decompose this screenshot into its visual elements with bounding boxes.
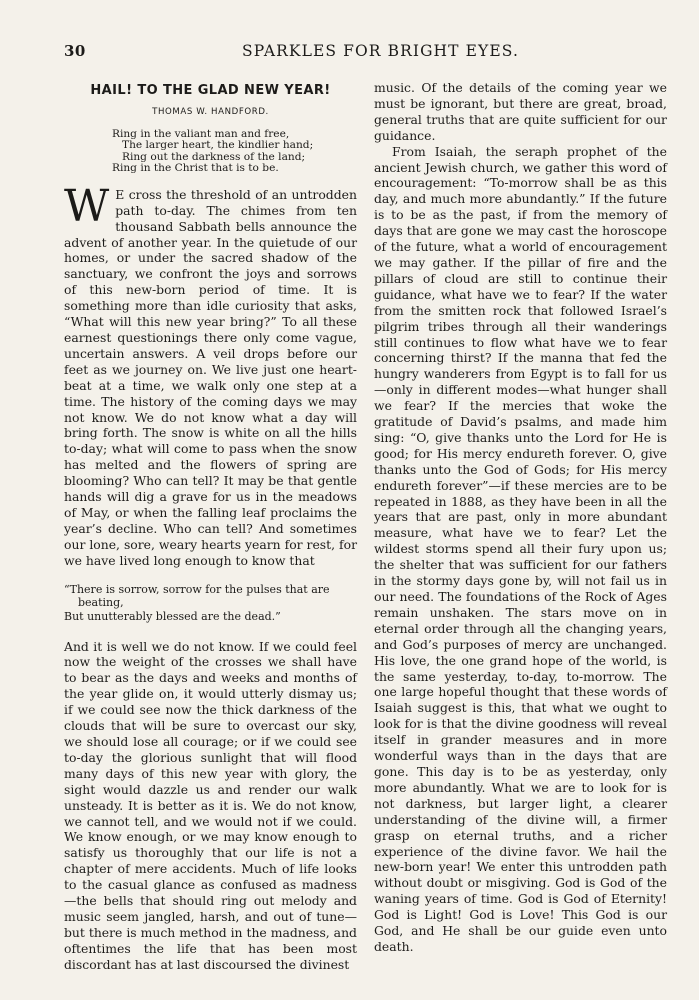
paragraph-continued: music. Of the details of the coming year we must be ignorant, but there are great, broad, general truths that are quite sufficient for our guidance.: [374, 80, 667, 143]
quote-line: beating,: [78, 595, 124, 609]
epigraph-line: Ring in the valiant man and free,: [112, 127, 290, 140]
epigraph: [112, 129, 357, 175]
paragraph: And it is well we do not know. If we could feel now the weight of the crosses we shall have to bear as the days and weeks and months of the year glide on, it would utterly dismay us; if we could see now the thick darkness of the clouds that will be sure to overcast our sky, we should lose all courage; or if we could see to-day the glorious sunlight that will flood many days of this new year with glory, the sight would dazzle us and render our walk unsteady. It is better as it is. We do not know, we cannot tell, and we would not if we could. We know enough, or we may know enough to satisfy us thoroughly that our life is not a chapter of mere accidents. Much of life looks to the casual glance as confused as madness—the bells that should ring out melody and music seem jangled, harsh, and out of tune—but there is much method in the madness, and oftentimes the life that has been most discordant has at last discoursed the divinest: [64, 638, 357, 972]
quote-line: But unutterably blessed are the dead.”: [64, 609, 281, 623]
paragraph-opening: [64, 180, 357, 569]
paragraph: From Isaiah, the seraph prophet of the ancient Jewish church, we gather this word of encouragement: “To-morrow shall be as this day, and much more abundantly.” If the future is to be as the past, if from the memory of days that are gone we may cast the horoscope of the future, what a world of encouragement we may gather. If the pillar of fire and the pillars of cloud are still to continue their guidance, what have we to fear? If the water from the smitten rock that followed Israel’s pilgrim tribes through all their wanderings still continues to flow what have we to fear concerning thirst? If the manna that fed the hungry wanderers from Egypt is to fall for us—only in different modes—what hunger shall we fear? If the mercies that woke the gratitude of David’s psalms, and made him sing: “O, give thanks unto the Lord for He is good; for His mercy endureth forever. O, give thanks unto the God of Gods; for His mercy endureth forever”—if these mercies are to be repeated in 1888, as they have been in all the years that are past, only in more abundant measure, what have we to fear? Let the wildest storms spend all their fury upon us; the shelter that was sufficient for our fathers in the stormy days gone by, will not fail us in our need. The foundations of the Rock of Ages remain unshaken. The stars move on in eternal order through all the changing years, and God’s purposes of mercy are unchanged. His love, the one grand hope of the world, is the same yesterday, to-day, to-morrow. The one large hopeful thought that these words of Isaiah suggest is this, that what we ought to look for is that the divine goodness will reveal itself in grander measures and in more wonderful ways than in the days that are gone. This day is to be as yesterday, only more abundantly. What we are to look for is not darkness, but larger light, a clearer understanding of the divine will, a firmer grasp on eternal truths, and a richer experience of the divine favor. We hail the new-born year! We enter this untrodden path without doubt or misgiving. God is God of the waning years of time. God is God of Eternity! God is Light! God is Love! This God is our God, and He shall be our guide even unto death.: [374, 143, 667, 954]
page-header: [64, 42, 654, 68]
right-column: [374, 80, 667, 955]
page-number: 30: [64, 42, 86, 60]
epigraph-line: The larger heart, the kindlier hand;: [122, 139, 314, 152]
paragraph-text: E cross the threshold of an untrodden path to-day. The chimes from ten thousand Sabbath bells announce the advent of another year. In the quietude of our homes, or under the sacred shadow of the sanctuary, we confront the joys and sorrows of this new-born period of time. It is something more than idle curiosity that asks, “What will this new year bring?” To all these earnest questionings there only come vague, uncertain answers. A veil drops before our feet as we journey on. We live just one heart-beat at a time, we walk only one step at a time. The history of the coming days we may not know. We do not know what a day will bring forth. The snow is white on all the hills to-day; what will come to pass when the snow has melted and the flowers of spring are blooming? Who can tell? It may be that gentle hands will dig a grave for us in the meadows of May, or when the falling leaf proclaims the year’s decline. Who can tell? And sometimes our lone, sore, weary hearts yearn for rest, for we have lived long enough to know that: [64, 186, 357, 568]
epigraph-line: Ring in the Christ that is to be.: [112, 162, 279, 175]
article-title: HAIL! TO THE GLAD NEW YEAR!: [90, 83, 331, 98]
left-column: [64, 77, 357, 973]
drop-cap: W: [64, 180, 110, 232]
quote-line: “There is sorrow, sorrow for the pulses that are: [64, 582, 330, 596]
article-author: THOMAS W. HANDFORD.: [152, 106, 269, 117]
verse-quote: [64, 583, 357, 623]
epigraph-line: Ring out the darkness of the land;: [122, 150, 306, 163]
running-head: SPARKLES FOR BRIGHT EYES.: [242, 42, 519, 60]
